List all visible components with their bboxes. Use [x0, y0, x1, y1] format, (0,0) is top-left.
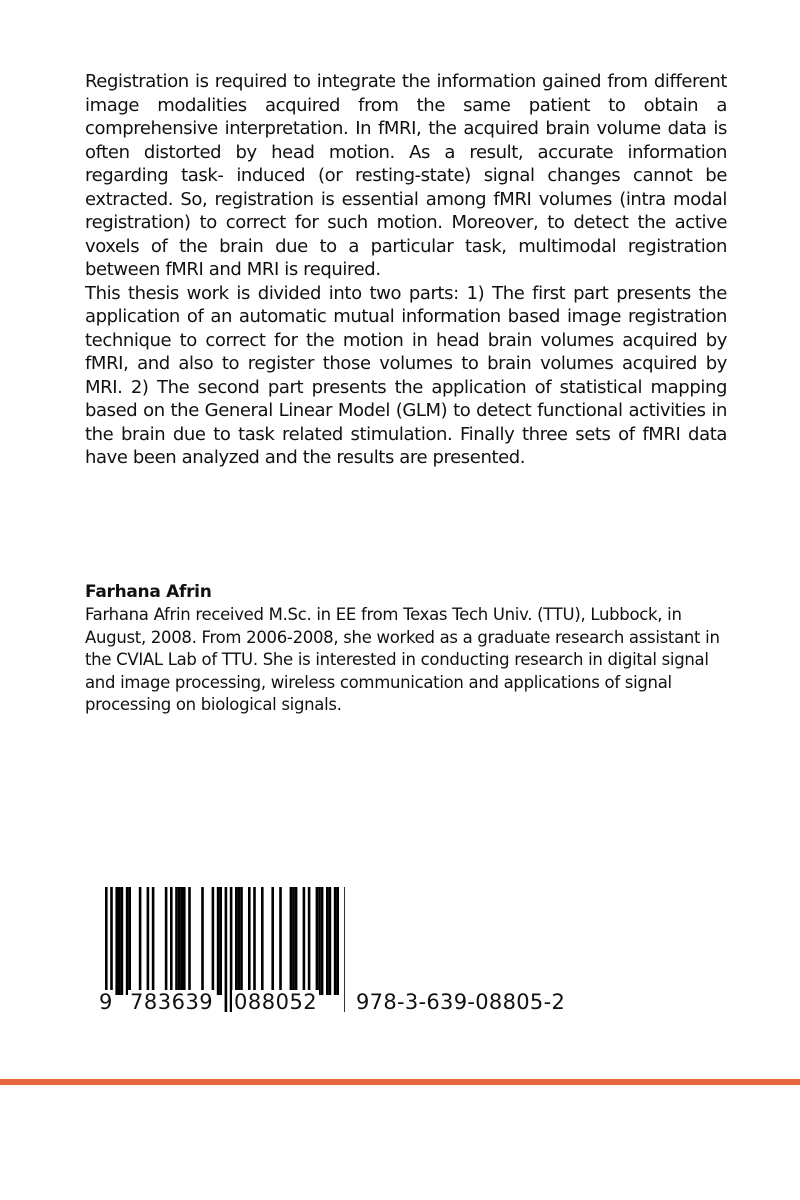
barcode-bar [261, 887, 264, 995]
barcode-bar [326, 887, 329, 995]
barcode-first-digit: 9 [99, 990, 113, 1014]
barcode-bar [240, 887, 243, 995]
barcode-bar [118, 887, 121, 995]
abstract-paragraph-1: Registration is required to integrate the information gained from different image modalities acquired from the same patient to obtain a comprehensive interpretation. In fMRI, the acquired brain volume data is often distorted by head motion. As a result, accurate information regarding task- induced (or resting-state) signal changes cannot be extracted. So, registration is essential among fMRI volumes (intra modal registration) to correct for such motion. Moreover, to detect the active voxels of the brain due to a particular task, multimodal registration between fMRI and MRI is required. [85, 71, 727, 280]
barcode-bar [126, 887, 129, 995]
isbn-number: 978-3-639-08805-2 [356, 990, 566, 1014]
barcode-bar [308, 887, 311, 995]
barcode-bar [329, 887, 332, 995]
barcode-bar [170, 887, 173, 995]
barcode-bar [321, 887, 324, 995]
barcode-bar [201, 887, 204, 995]
barcode-bar [253, 887, 256, 995]
barcode-bar [188, 887, 191, 995]
barcode-bar [238, 887, 241, 995]
barcode-bar [290, 887, 293, 995]
barcode-bar [217, 887, 220, 995]
barcode-bar [115, 887, 118, 995]
barcode-bar [344, 887, 345, 1012]
barcode-bar [128, 887, 131, 995]
bottom-accent-rule [0, 1079, 800, 1085]
barcode-bar [121, 887, 124, 995]
barcode-bar [180, 887, 183, 995]
barcode-left-digits: 783639 [130, 990, 214, 1014]
barcode-bar [318, 887, 321, 995]
barcode-bar [248, 887, 251, 995]
barcode-right-digits: 088052 [234, 990, 318, 1014]
barcode-bar [271, 887, 274, 995]
barcode-bar [292, 887, 295, 995]
abstract-paragraph-2: This thesis work is divided into two parts: 1) The first part presents the application of an automatic mutual information based image registration technique to correct for the motion in head brain volumes acquired by fMRI, and also to register those volumes to brain volumes acquired by MRI. 2) The second part presents the application of statistical mapping based on the General Linear Model (GLM) to detect functional activities in the brain due to task related stimulation. Finally three sets of fMRI data have been analyzed and the results are presented. [85, 282, 727, 468]
barcode-bar [316, 887, 319, 995]
barcode-bar [139, 887, 142, 995]
author-name: Farhana Afrin [85, 582, 212, 602]
abstract-text [85, 70, 727, 470]
barcode-bar [147, 887, 150, 995]
barcode-bar [165, 887, 168, 995]
barcode-bar [183, 887, 186, 995]
barcode-bar [212, 887, 215, 995]
barcode-bar [225, 887, 228, 1012]
barcode-bar [336, 887, 339, 995]
barcode-bar [295, 887, 298, 995]
barcode-bar [219, 887, 222, 995]
barcode-bar [334, 887, 337, 995]
barcode-bar [152, 887, 155, 995]
author-bio: Farhana Afrin received M.Sc. in EE from Texas Tech Univ. (TTU), Lubbock, in August, 2008. From 2006-2008, she worked as a graduate research assistant in the CVIAL Lab of TTU. She is interested in conducting research in digital signal and image processing, wireless communication and applications of signal processing on biological signals. [85, 605, 720, 714]
barcode-bar [235, 887, 238, 995]
barcode-bar [303, 887, 306, 995]
barcode-bar [178, 887, 181, 995]
barcode-bar [279, 887, 282, 995]
barcode-bar [175, 887, 178, 995]
